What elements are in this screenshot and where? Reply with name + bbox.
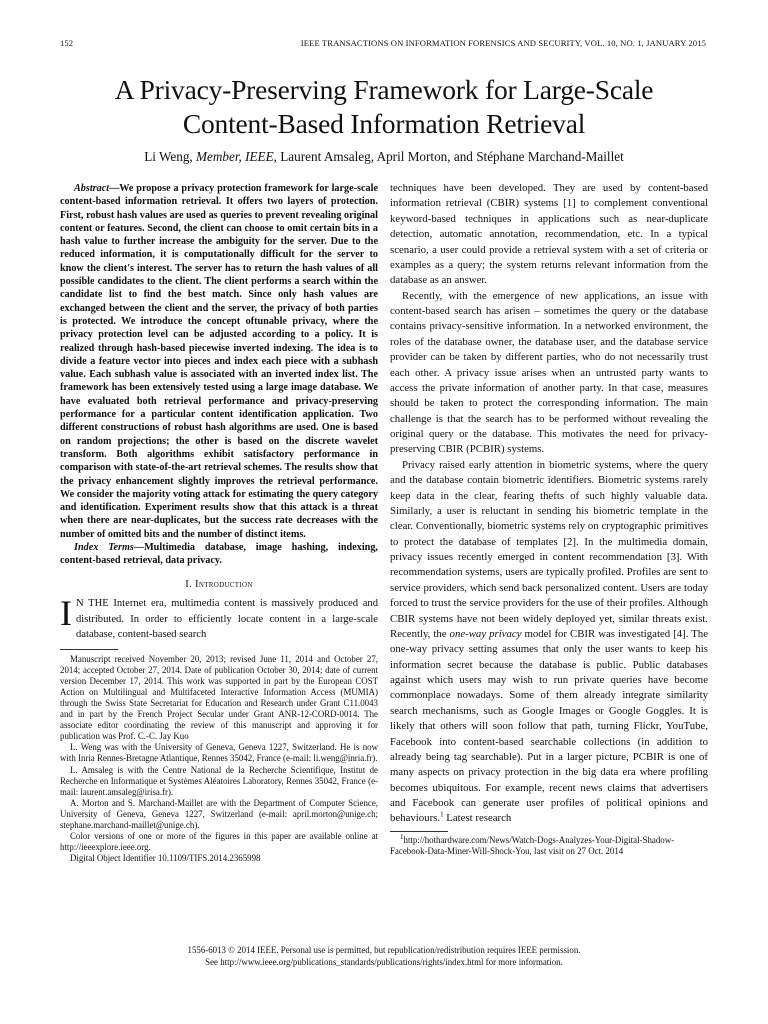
paragraph-3-part-c: Latest research xyxy=(443,812,512,825)
right-footnote-rule xyxy=(390,831,448,832)
author-line xyxy=(40,149,728,165)
paragraph-1: techniques have been developed. They are used by content-based information retrieval (CBIR) systems [1] to complement conventional keyword-based techniques in applications such as near-duplicate detection, automatic annotation, recommendation, etc. In a typical scenario, a user could provide a retrieval system with a set of criteria or examples as a query; the system returns relevant information from the database as an answer. xyxy=(390,182,708,287)
footnote-color: Color versions of one or more of the figures in this paper are available online at http://ieeexplore.ieee.org. xyxy=(60,831,378,853)
footnote-weng: L. Weng was with the University of Geneva, Geneva 1227, Switzerland. He is now with Inria Rennes-Bretagne Atlantique, Rennes 35042, France (e-mail: li.weng@inria.fr). xyxy=(60,742,378,764)
drop-cap: I xyxy=(60,593,72,634)
page-number: 152 xyxy=(60,38,74,48)
copyright-notice xyxy=(60,944,708,968)
title-line-2: Content-Based Information Retrieval xyxy=(182,108,586,139)
section-heading xyxy=(60,577,378,592)
url-footnote-marker: 1 xyxy=(400,832,404,841)
title-line-1: A Privacy-Preserving Framework for Large-Scale xyxy=(114,74,654,105)
footnote-doi: Digital Object Identifier 10.1109/TIFS.2014.2365998 xyxy=(70,853,261,864)
footnote-rule xyxy=(60,649,118,650)
one-way-privacy-term: one-way privacy xyxy=(449,627,522,640)
paragraph-2: Recently, with the emergence of new applications, an issue with content-based search has arisen – sometimes the query or the database contains privacy-sensitive information. In a networked environment, the roles of the database owner, the database user, and the database service provider can be taken by different parties, who do not necessarily trust each other. A privacy issue arises when an untrusted party wants to access the private information of another party. In that case, measures should be taken to protect the corresponding information. The main challenge is that the search has to be performed without revealing the original query or the database. This motivates the need for privacy-preserving CBIR (PCBIR) systems. xyxy=(390,289,708,456)
author-rest: , Laurent Amsaleg, April Morton, and Stéphane Marchand-Maillet xyxy=(273,149,624,164)
abstract: Abstract—We propose a privacy protection framework for large-scale content-based information retrieval. It offers two layers of protection. First, robust hash values are used as queries to prevent revealing original content or features. Second, the client can choose to omit certain bits in a hash value to further increase the ambiguity for the server. Due to the reduced information, it is computationally difficult for the server to know the client's interest. The server has to return the hash values of all possible candidates to the client. The client performs a search within the candidate list to find the best match. Since only hash values are exchanged between the client and the server, the privacy of both parties is protected. We introduce the concept oftunable privacy, where the privacy protection level can be adjusted according to a policy. It is realized through hash-based piecewise inverted indexing. The idea is to divide a feature vector into pieces and index each piece with a subhash value. Each subhash value is associated with an inverted index list. The framework has been extensively tested using a large image database. We have evaluated both retrieval performance and privacy-preserving performance for a particular content identification application. Two different constructions of robust hash algorithms are used. One is based on random projections; the other is based on the discrete wavelet transform. Both algorithms exhibit satisfactory performance in comparison with state-of-the-art retrieval schemes. The results show that the privacy enhancement slightly improves the retrieval performance. We consider the majority voting attack for estimating the query category and identification. Experiment results show that this attack is a threat when there are near-duplicates, but the success rate decreases with the number of omitted bits and the number of distinct items. xyxy=(60,183,378,540)
url-footnote xyxy=(390,832,708,857)
intro-caps: N THE xyxy=(76,598,109,610)
index-terms-text: Multimedia database, image hashing, indexing, content-based retrieval, data privacy. xyxy=(60,542,378,567)
index-terms-label: Index Terms xyxy=(74,542,134,554)
paragraph-3-part-b: model for CBIR was investigated [4]. The one-way privacy setting assumes that only the user wants to keep his information secret because the database is public. Public databases against which users may wish to run private queries have become commonplace nowadays. Some of them already integrate similarity search mechanisms, such as Google Images or Google Goggles. It is likely that others will soon follow that path, turning Flickr, YouTube, Facebook into content-based searchable collections (in addition to already being tag searchable). Put in a larger picture, PCBIR is one of many aspects on privacy protection in the big data era where profiling becomes ubiquitous. For example, recent news claims that advertisers and Facebook can generate user profiles of political opinions and behaviours. xyxy=(390,627,708,825)
right-column xyxy=(390,181,708,857)
footnote-manuscript: Manuscript received November 20, 2013; revised June 11, 2014 and October 27, 2014; accepted October 27, 2014. Date of publication October 30, 2014; date of current version December 17, 2014. This work was supported in part by the European COST Action on Multilingual and Multifaceted Interactive Information Access (MUMIA) through the Swiss State Secretariat for Education and Research under Grant C11.0043 and in part by the French Project Secular under Grant ANR-12-CORD-0014. The associate editor coordinating the review of this manuscript and approving it for publication was Prof. C.-C. Jay Kuo xyxy=(60,653,378,742)
paper-title xyxy=(40,73,728,141)
intro-paragraph xyxy=(60,593,378,643)
url-footnote-text: http://hothardware.com/News/Watch-Dogs-Analyzes-Your-Digital-Shadow-Facebook-Data-Miner-Will-Shock-You, last visit on 27 Oct. 2014 xyxy=(390,834,675,856)
section-number: I. xyxy=(185,578,193,590)
paragraph-3-part-a: Privacy raised early attention in biometric systems, where the query and the database contain biometric identifiers. Biometric systems rarely keep data in the clear, fearing thefts of such highly valuable data. Similarly, a user is reluctant in sending his biometric template in the clear. Conventionally, biometric systems rely on cryptographic primitives to protect the database of templates [2]. In the multimedia domain, privacy issues recently emerged in content recommendation [3]. With recommendation systems, users are typically profiled. Profiles are sent to service providers, which send back personalized content. Users are today forced to trust the service providers for the use of their profiles. Although CBIR systems have not been widely deployed yet, similar threats exist. Recently, the xyxy=(390,458,708,640)
copyright-line-1: 1556-6013 © 2014 IEEE. Personal use is permitted, but republication/redistribution requires IEEE permission. xyxy=(187,945,581,955)
footnote-morton: A. Morton and S. Marchand-Maillet are with the Department of Computer Science, University of Geneva, Geneva 1227, Switzerland (e-mail: april.morton@unige.ch; stephane.marchand-maillet@unige.ch). xyxy=(60,797,378,830)
index-terms: Index Terms—Multimedia database, image hashing, indexing, content-based retrieval, data privacy. xyxy=(60,542,378,567)
footnotes xyxy=(60,654,378,865)
paragraph-3 xyxy=(390,458,708,827)
intro-text: Internet era, multimedia content is massively produced and distributed. In order to efficiently locate content in a large-scale database, content-based search xyxy=(76,598,378,641)
abstract-label: Abstract xyxy=(74,183,110,194)
journal-header: IEEE TRANSACTIONS ON INFORMATION FORENSICS AND SECURITY, VOL. 10, NO. 1, JANUARY 2015 xyxy=(300,38,706,48)
abstract-text: We propose a privacy protection framework for large-scale content-based information retrieval. It offers two layers of protection. First, robust hash values are used as queries to prevent revealing original content or features. Second, the client can choose to omit certain bits in a hash value to further increase the ambiguity for the server. Due to the reduced information, it is computationally difficult for the server to know the client's interest. The server has to return the hash values of all possible candidates to the client. The client performs a search within the candidate list to find the best match. Since only hash values are exchanged between the client and the server, the privacy of both parties is protected. We introduce the concept oftunable privacy, where the privacy protection level can be adjusted according to a policy. It is realized through hash-based piecewise inverted indexing. The idea is to divide a feature vector into pieces and index each piece with a subhash value. Each subhash value is associated with an inverted index list. The framework has been extensively tested using a large image database. We have evaluated both retrieval performance and privacy-preserving performance for a particular content identification application. Two different constructions of robust hash algorithms are used. One is based on random projections; the other is based on the discrete wavelet transform. Both algorithms exhibit satisfactory performance in comparison with state-of-the-art retrieval schemes. The results show that the privacy enhancement slightly improves the retrieval performance. We consider the majority voting attack for estimating the query category and identification. Experiment results show that this attack is a threat when there are near-duplicates, but the success rate decreases with the number of omitted bits and the number of distinct items. xyxy=(60,183,378,540)
author-membership: Member, IEEE xyxy=(196,149,274,164)
copyright-line-2: See http://www.ieee.org/publications_standards/publications/rights/index.html for more information. xyxy=(205,957,563,967)
footnote-amsaleg: L. Amsaleg is with the Centre National de la Recherche Scientifique, Institut de Recherche en Informatique et Systèmes Aléatoires Laboratory, Rennes 35042, France (e-mail: laurent.amsaleg@irisa.fr). xyxy=(60,764,378,797)
footnote-marker: 1 xyxy=(440,810,444,819)
author-first: Li Weng, xyxy=(144,149,197,164)
left-column xyxy=(60,182,378,864)
section-title: Introduction xyxy=(195,578,253,590)
